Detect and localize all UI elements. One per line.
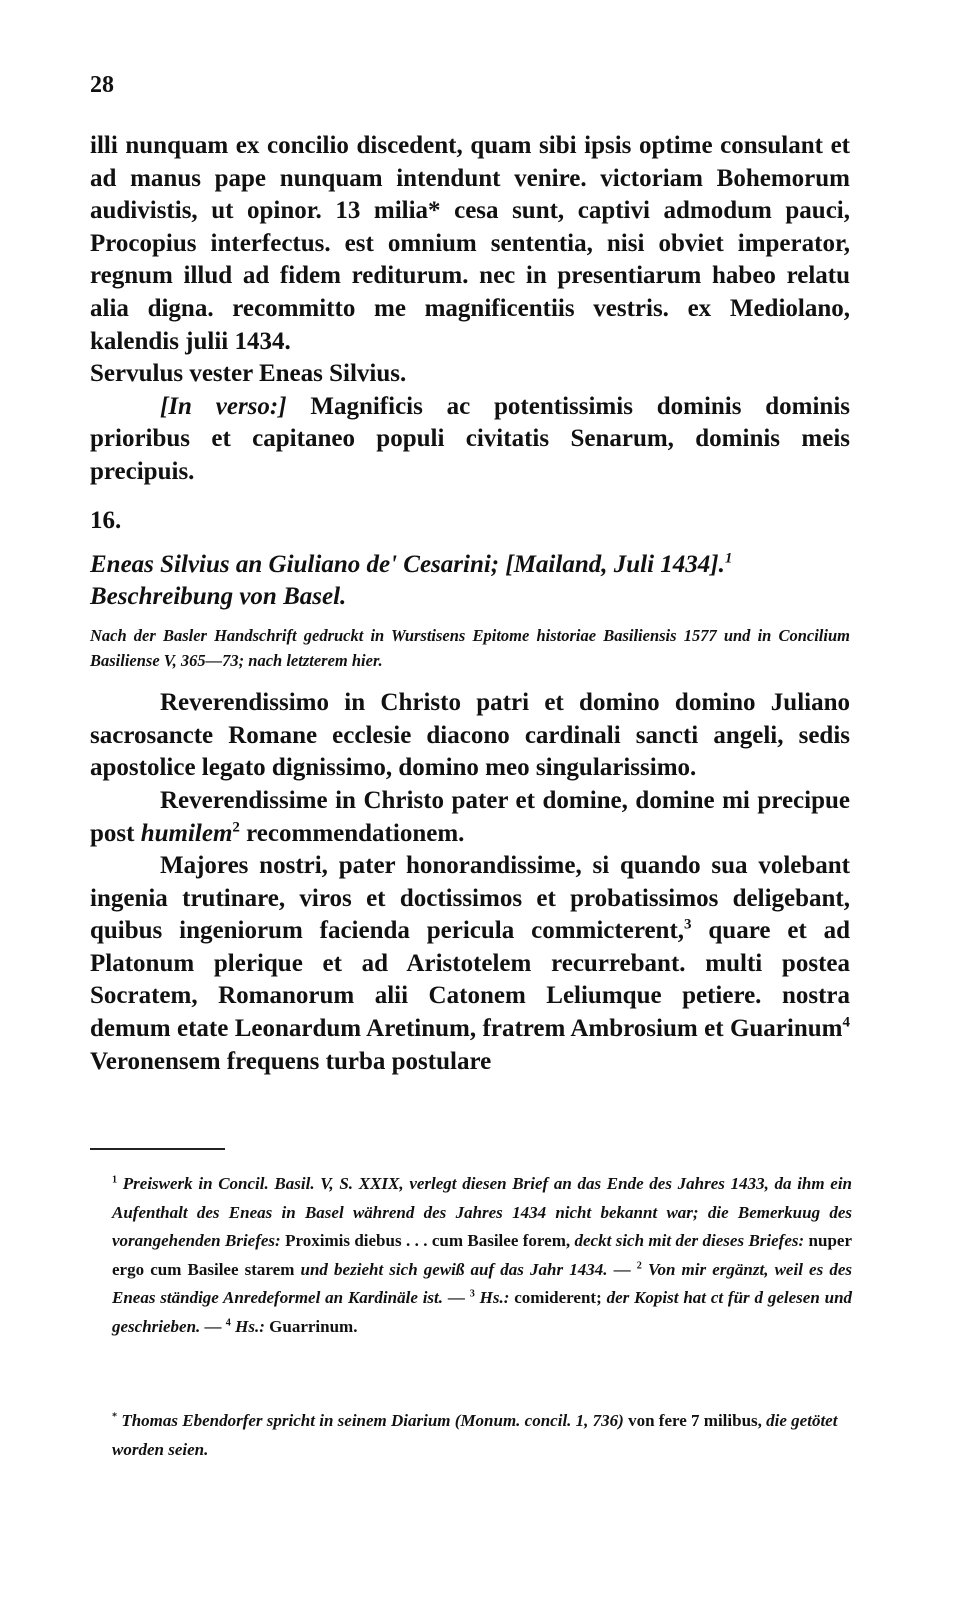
star-part1: Thomas Ebendorfer spricht in seinem Diarium (Monum. concil. 1, 736) [121,1411,624,1430]
heading-footnote-ref: 1 [724,550,733,567]
star-footnote-text [112,1407,852,1464]
footnote-3-text: der Kopist hat ct für d gelesen und geschrieben. [112,1288,853,1336]
footnote-4-marker: 4 [225,1316,231,1328]
main-part1: Majores nostri, pater honorandissime, si quando sua volebant ingenia trutinare, viros et doctissimos et probatissimos deligebant, quibus ingeniorum facienda pericula commicterent, [90,852,850,945]
footnote-4-reading: Guarrinum. [269,1316,358,1336]
salutation: Reverendissimo in Christo patri et domino domino Juliano sacrosancte Romane ecclesie diacono cardinali sancti angeli, sedis apostolice legato dignissimo, domino meo singularissimo. [90,689,850,782]
footnote-2-marker: 2 [636,1259,642,1271]
footnote-1-quote2: nuper ergo cum Basilee starem [112,1231,853,1279]
main-paragraph [90,850,850,1078]
footnote-3-reading: comiderent; [514,1288,602,1307]
page-number: 28 [90,72,114,98]
star-marker: * [112,1411,118,1423]
address-humilem: humilem [140,819,233,847]
star-part2: von fere 7 milibus, [628,1411,762,1430]
footnote-3-label: Hs.: [479,1288,510,1307]
footnote-1-quote1: Proximis diebus . . . cum Basilee forem, [285,1231,571,1250]
star-footnote [112,1407,852,1464]
footnotes-block: $^1$ Preiswerk in Concil. Basil. V, S. XXIX, verlegt diesen Brief an das Ende des Jahres 1433, da ihm ein Aufenthalt des Eneas in Basel während des Jahres 1434 nicht bekannt war; die Bemerkuug des vorangehenden Briefes: Proximis diebus . . . cum Basilee forem, deckt sich mit der dieses Briefes: nuper ergo cum Basilee starem und bezieht sich gewiß auf das Jahr 1434. — $^2$ Von mir ergänzt, weil es des Eneas ständige Anredeformel an Kardinäle ist. — $^3$ Hs.: comiderent; der Kopist hat ct für d gelesen und geschrieben. — $^4$ Hs.: Guarrinum. [112,1174,853,1336]
source-note: Nach der Basler Handschrift gedruckt in Wurstisens Epitome historiae Basiliensis 1577 und in Concilium Basiliense V, 365—73; nach letzterem hier. [90,626,850,671]
address-marker: [In verso:] [160,392,287,420]
footnote-2-text: Von mir ergänzt, weil es des Eneas ständige Anredeformel an Kardinäle ist. [112,1259,853,1307]
letter-heading [90,549,850,613]
footnote-4-label: Hs.: [235,1316,265,1336]
footnote-ref-2: 2 [232,819,240,836]
letter-number: 16. [90,506,122,534]
address-text: Magnificis ac potentissimis dominis dominis prioribus et capitaneo populi civitatis Senarum, dominis meis precipuis. [90,392,851,485]
footnote-1-part1: Preiswerk in Concil. Basil. V, S. XXIX, verlegt diesen Brief an das Ende des Jahres 1433, da ihm ein Aufenthalt des Eneas in Basel während des Jahres 1434 nicht bekannt war; die Bemerkuug des vorangehenden Briefes: [112,1174,853,1250]
footnotes [112,1170,852,1341]
footnote-1-part3: und bezieht sich gewiß auf das Jahr 1434. [300,1259,608,1279]
signature: Servulus vester Eneas Silvius. [90,360,407,388]
footnote-ref-4: 4 [842,1014,850,1031]
footnote-3-marker: 3 [469,1288,475,1300]
main-text [90,130,850,1078]
heading-line1: Eneas Silvius an Giuliano de' Cesarini; [Mailand, Juli 1434]. [90,551,725,579]
heading-line2: Beschreibung von Basel. [90,583,347,611]
footnote-divider [90,1148,225,1150]
main-part2: quare et ad Platonum plerique et ad Aristotelem recurrebant. multi postea Socratem, Romanorum alii Catonem Leliumque petiere. nostra demum etate Leonardum Aretinum, fratrem Ambrosium et Guarinum [90,917,850,1043]
letter-end-paragraph: illi nunquam ex concilio discedent, quam sibi ipsis optime consulant et ad manus pape nunquam intendunt venire. victoriam Bohemorum audivistis, ut opinor. 13 milia* cesa sunt, captivi admodum pauci, Procopius interfectus. est omnium sententia, nisi obviet imperator, regnum illud ad fidem rediturum. nec in presentiarum habeo relatu alia digna. recommitto me magnificentiis vestris. ex Mediolano, kalendis julii 1434. [90,132,850,355]
footnote-1-part2: deckt sich mit der dieses Briefes: [574,1231,805,1250]
main-part3: Veronensem frequens turba postulare [90,1047,492,1075]
address-part1: Reverendissime in Christo pater et domine, domine mi precipue post [90,786,850,847]
footnote-ref-3: 3 [684,916,692,933]
star-part3: die getötet worden seien. [112,1411,838,1459]
address-paragraph [90,785,850,850]
address-part2: recommendationem. [246,819,465,847]
footnote-1-marker: 1 [112,1174,118,1186]
address-verso [90,391,850,489]
